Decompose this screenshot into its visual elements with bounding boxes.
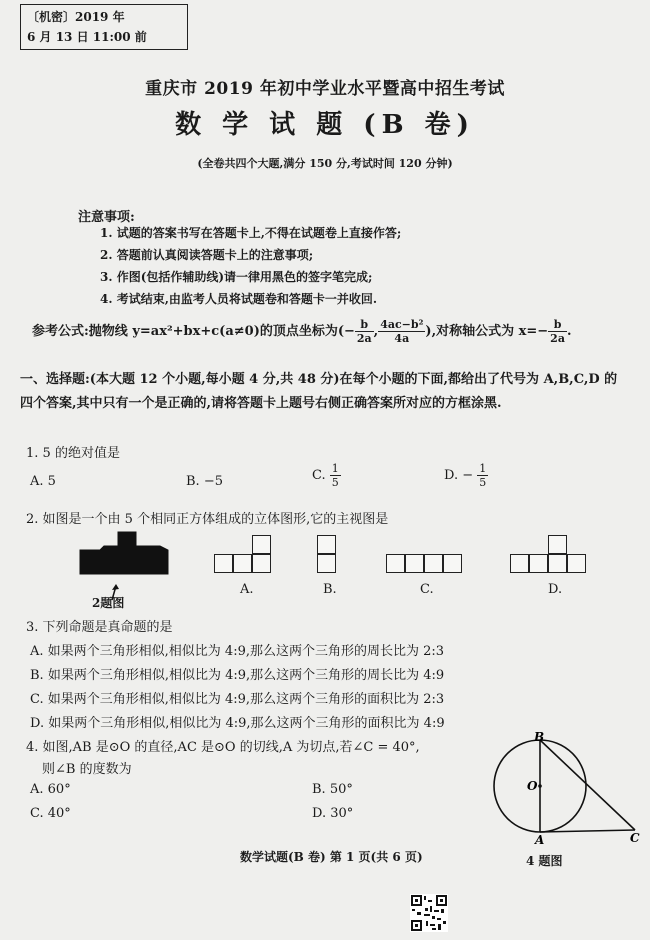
square — [529, 554, 548, 573]
point-o-label: O — [527, 779, 538, 793]
option-label: D. − — [444, 468, 474, 483]
numerator: b — [355, 318, 374, 332]
q1-option-d — [444, 462, 488, 489]
figure-2-label: 2题图 — [92, 596, 125, 610]
notice-item: 1. 试题的答案书写在答题卡上,不得在试题卷上直接作答; — [100, 226, 402, 240]
option-label: C. — [312, 468, 326, 483]
fraction — [548, 318, 567, 345]
square — [424, 554, 443, 573]
question-2-stem: 2. 如图是一个由 5 个相同正方体组成的立体图形,它的主视图是 — [26, 512, 389, 527]
square — [405, 554, 424, 573]
square — [510, 554, 529, 573]
confidential-line2: 6 月 13 日 11:00 前 — [27, 30, 147, 44]
page-title: 数 学 试 题 (B 卷) — [175, 110, 475, 140]
fraction — [330, 462, 341, 489]
denominator: 5 — [331, 476, 339, 489]
square — [443, 554, 462, 573]
confidential-line1: 〔机密〕2019 年 — [27, 10, 125, 24]
square — [548, 554, 567, 573]
section-heading: 一、选择题:(本大题 12 个小题,每小题 4 分,共 48 分)在每个小题的下面,都给出了代号为 A,B,C,D 的四个答案,其中只有一个是正确的,请将答题卡上题号右侧正确答案所对应的方框涂黑. — [20, 372, 618, 411]
q2-option-b: B. — [323, 582, 337, 597]
notice-item: 3. 作图(包括作辅助线)请一律用黑色的签字笔完成; — [100, 270, 373, 284]
point-c-label: C — [630, 831, 640, 845]
denominator: 4a — [394, 332, 410, 345]
segment-bc — [540, 740, 635, 830]
comma: , — [373, 324, 379, 339]
denominator: 5 — [479, 476, 487, 489]
figure-4-label: 4 题图 — [526, 854, 563, 868]
question-4-stem-2: 则∠B 的度数为 — [42, 762, 132, 777]
notice-heading: 注意事项: — [78, 210, 135, 225]
formula-middle: ),对称轴公式为 x=− — [425, 324, 549, 339]
square — [317, 554, 336, 573]
notice-item: 4. 考试结束,由监考人员将试题卷和答题卡一并收回. — [100, 292, 378, 306]
point-a-label: A — [535, 833, 545, 847]
notice-item: 2. 答题前认真阅读答题卡上的注意事项; — [100, 248, 314, 262]
numerator: 1 — [331, 462, 339, 475]
square — [252, 554, 271, 573]
page-footer: 数学试题(B 卷) 第 1 页(共 6 页) — [240, 850, 423, 864]
confidential-box — [20, 4, 188, 50]
square — [386, 554, 405, 573]
numerator: b — [548, 318, 567, 332]
fraction — [477, 462, 488, 489]
square — [233, 554, 252, 573]
question-3-stem: 3. 下列命题是真命题的是 — [26, 620, 173, 635]
q1-option-c — [312, 462, 341, 489]
q3-option-d: D. 如果两个三角形相似,相似比为 4:9,那么这两个三角形的面积比为 4:9 — [30, 716, 445, 731]
q1-option-a: A. 5 — [30, 474, 56, 489]
numerator: 1 — [479, 462, 487, 475]
q4-option-c: C. 40° — [30, 806, 71, 821]
formula-prefix: 参考公式:抛物线 y=ax²+bx+c(a≠0)的顶点坐标为(− — [32, 324, 355, 339]
reference-formula — [32, 318, 571, 345]
q3-option-b: B. 如果两个三角形相似,相似比为 4:9,那么这两个三角形的周长比为 4:9 — [30, 668, 445, 683]
q4-option-d: D. 30° — [312, 806, 354, 821]
center-point — [538, 784, 542, 788]
question-1-stem: 1. 5 的绝对值是 — [26, 446, 120, 461]
q2-option-c: C. — [420, 582, 434, 597]
square — [567, 554, 586, 573]
period: . — [566, 324, 572, 339]
square — [252, 535, 271, 554]
q2-option-d: D. — [548, 582, 563, 597]
fraction — [355, 318, 374, 345]
arrow-head — [112, 584, 119, 590]
cube-stack — [80, 532, 168, 574]
denominator: 2a — [550, 332, 565, 345]
q2-option-a: A. — [240, 582, 254, 597]
q3-option-a: A. 如果两个三角形相似,相似比为 4:9,那么这两个三角形的周长比为 2:3 — [30, 644, 445, 659]
exam-name: 重庆市 2019 年初中学业水平暨高中招生考试 — [145, 79, 505, 99]
square — [317, 535, 336, 554]
square — [214, 554, 233, 573]
qr-code — [410, 894, 448, 932]
circle-tangent-figure — [490, 730, 650, 848]
point-b-label: B — [534, 730, 545, 744]
q1-option-b: B. −5 — [186, 474, 223, 489]
denominator: 2a — [356, 332, 372, 345]
fraction — [378, 318, 425, 345]
square — [548, 535, 567, 554]
solid-figure — [76, 526, 176, 608]
question-4-stem: 4. 如图,AB 是⊙O 的直径,AC 是⊙O 的切线,A 为切点,若∠C = 40°, — [26, 740, 420, 755]
q3-option-c: C. 如果两个三角形相似,相似比为 4:9,那么这两个三角形的面积比为 2:3 — [30, 692, 445, 707]
numerator: 4ac−b² — [380, 318, 424, 331]
q4-option-b: B. 50° — [312, 782, 353, 797]
q4-option-a: A. 60° — [30, 782, 71, 797]
exam-info: (全卷共四个大题,满分 150 分,考试时间 120 分钟) — [197, 157, 453, 170]
